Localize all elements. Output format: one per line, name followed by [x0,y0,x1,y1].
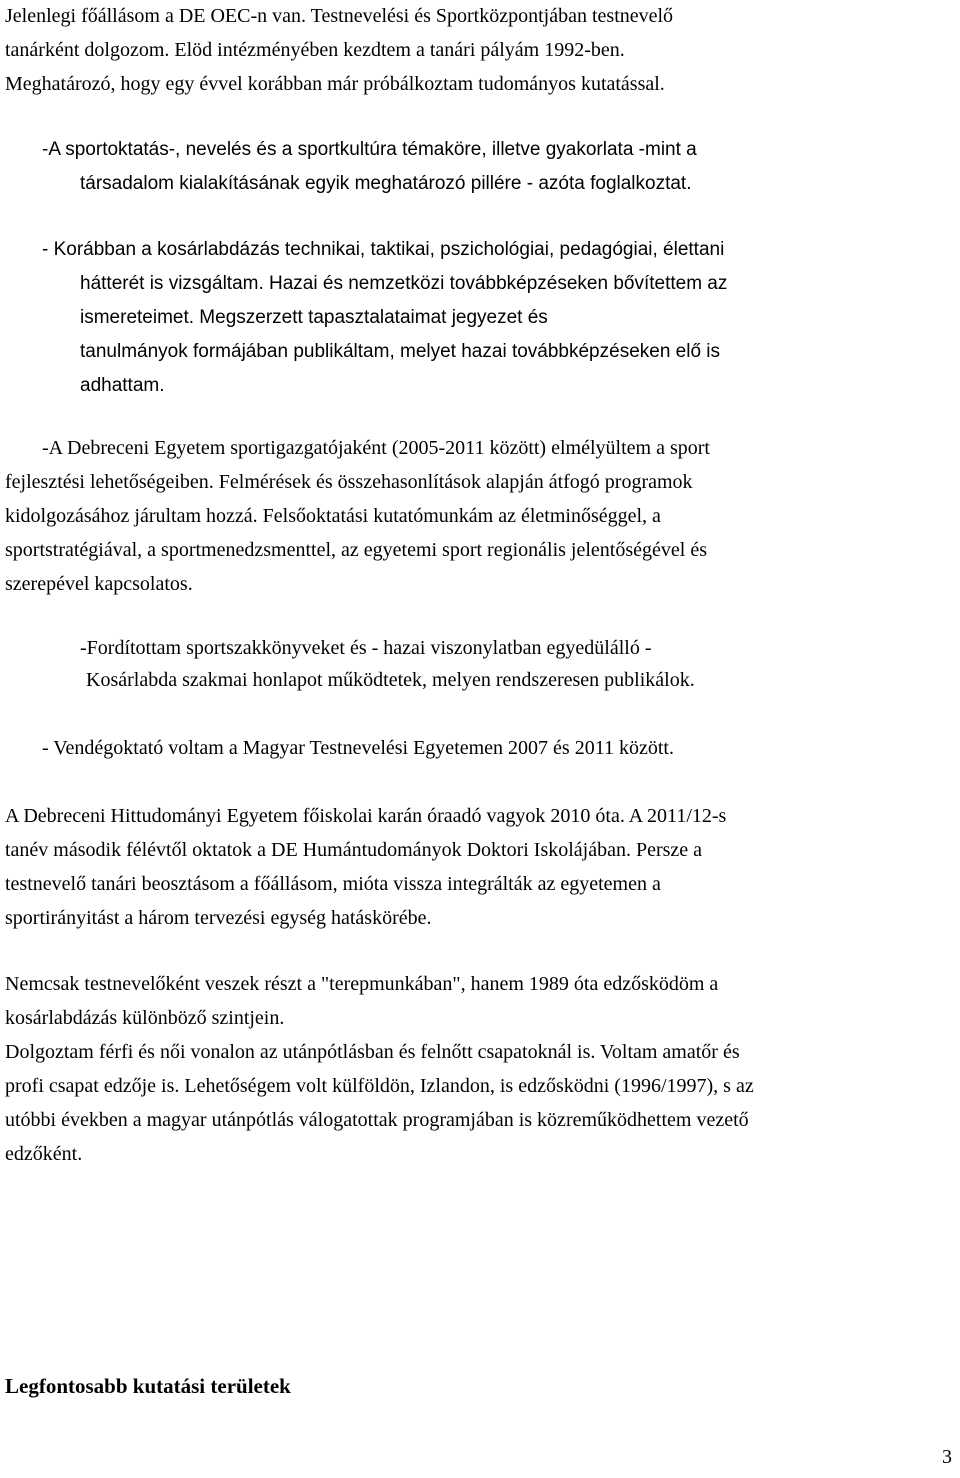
text-line: tanulmányok formájában publikáltam, melyet hazai továbbképzéseken elő is [80,341,721,362]
text-line: profi csapat edzője is. Lehetőségem volt külföldön, Izlandon, is edzősködni (1996/1997), s az [5,1075,754,1097]
text-line: kidolgozásához járultam hozzá. Felsőoktatási kutatómunkám az életminőséggel, a [5,505,661,527]
text-line: adhattam. [80,375,165,396]
text-line: - Korábban a kosárlabdázás technikai, taktikai, pszichológiai, pedagógiai, élettani [42,239,725,260]
text-line: -Fordítottam sportszakkönyveket és - hazai viszonylatban egyedülálló - [80,637,652,659]
text-line: sportstratégiával, a sportmenedzsmenttel, az egyetemi sport regionális jelentőségével és [5,539,707,561]
text-line: sportirányitást a három tervezési egység hatáskörébe. [5,907,432,929]
text-line: társadalom kialakításának egyik meghatározó pillére - azóta foglalkoztat. [80,173,692,194]
text-line: fejlesztési lehetőségeiben. Felmérések és összehasonlítások alapján átfogó programok [5,471,693,493]
section-heading: Legfontosabb kutatási területek [5,1374,291,1398]
text-line: - Vendégoktató voltam a Magyar Testnevelési Egyetemen 2007 és 2011 között. [42,737,674,759]
text-line: tanév második félévtől oktatok a DE Humántudományok Doktori Iskolájában. Persze a [5,839,703,861]
text-line: hátterét is vizsgáltam. Hazai és nemzetközi továbbképzéseken bővítettem az [80,273,728,294]
text-line: A Debreceni Hittudományi Egyetem főiskolai karán óraadó vagyok 2010 óta. A 2011/12-s [5,805,727,827]
text-line: Jelenlegi főállásom a DE OEC-n van. Testnevelési és Sportközpontjában testnevelő [5,5,674,27]
text-line: Dolgoztam férfi és női vonalon az utánpótlásban és felnőtt csapatoknál is. Voltam amatőr és [5,1041,740,1063]
text-line: tanárként dolgozom. Elöd intézményében kezdtem a tanári pályám 1992-ben. [5,39,625,61]
text-line: edzőként. [5,1143,83,1165]
text-line: -A sportoktatás-, nevelés és a sportkultúra témaköre, illetve gyakorlata -mint a [42,139,697,160]
text-line: testnevelő tanári beosztásom a főállásom, mióta vissza integrálták az egyetemen a [5,873,661,895]
text-line: ismereteimet. Megszerzett tapasztalataimat jegyezet és [80,307,548,328]
text-line: utóbbi években a magyar utánpótlás válogatottak programjában is közreműködhettem vezető [5,1109,749,1131]
text-line: Meghatározó, hogy egy évvel korábban már próbálkoztam tudományos kutatással. [5,73,665,95]
text-line: Nemcsak testnevelőként veszek részt a "terepmunkában", hanem 1989 óta edzősködöm a [5,973,719,995]
text-line: Kosárlabda szakmai honlapot működtetek, melyen rendszeresen publikálok. [86,669,695,691]
text-line: szerepével kapcsolatos. [5,573,193,595]
text-line: -A Debreceni Egyetem sportigazgatójaként (2005-2011 között) elmélyültem a sport [42,437,710,459]
page-number: 3 [942,1446,952,1468]
text-line: kosárlabdázás különböző szintjein. [5,1007,285,1029]
